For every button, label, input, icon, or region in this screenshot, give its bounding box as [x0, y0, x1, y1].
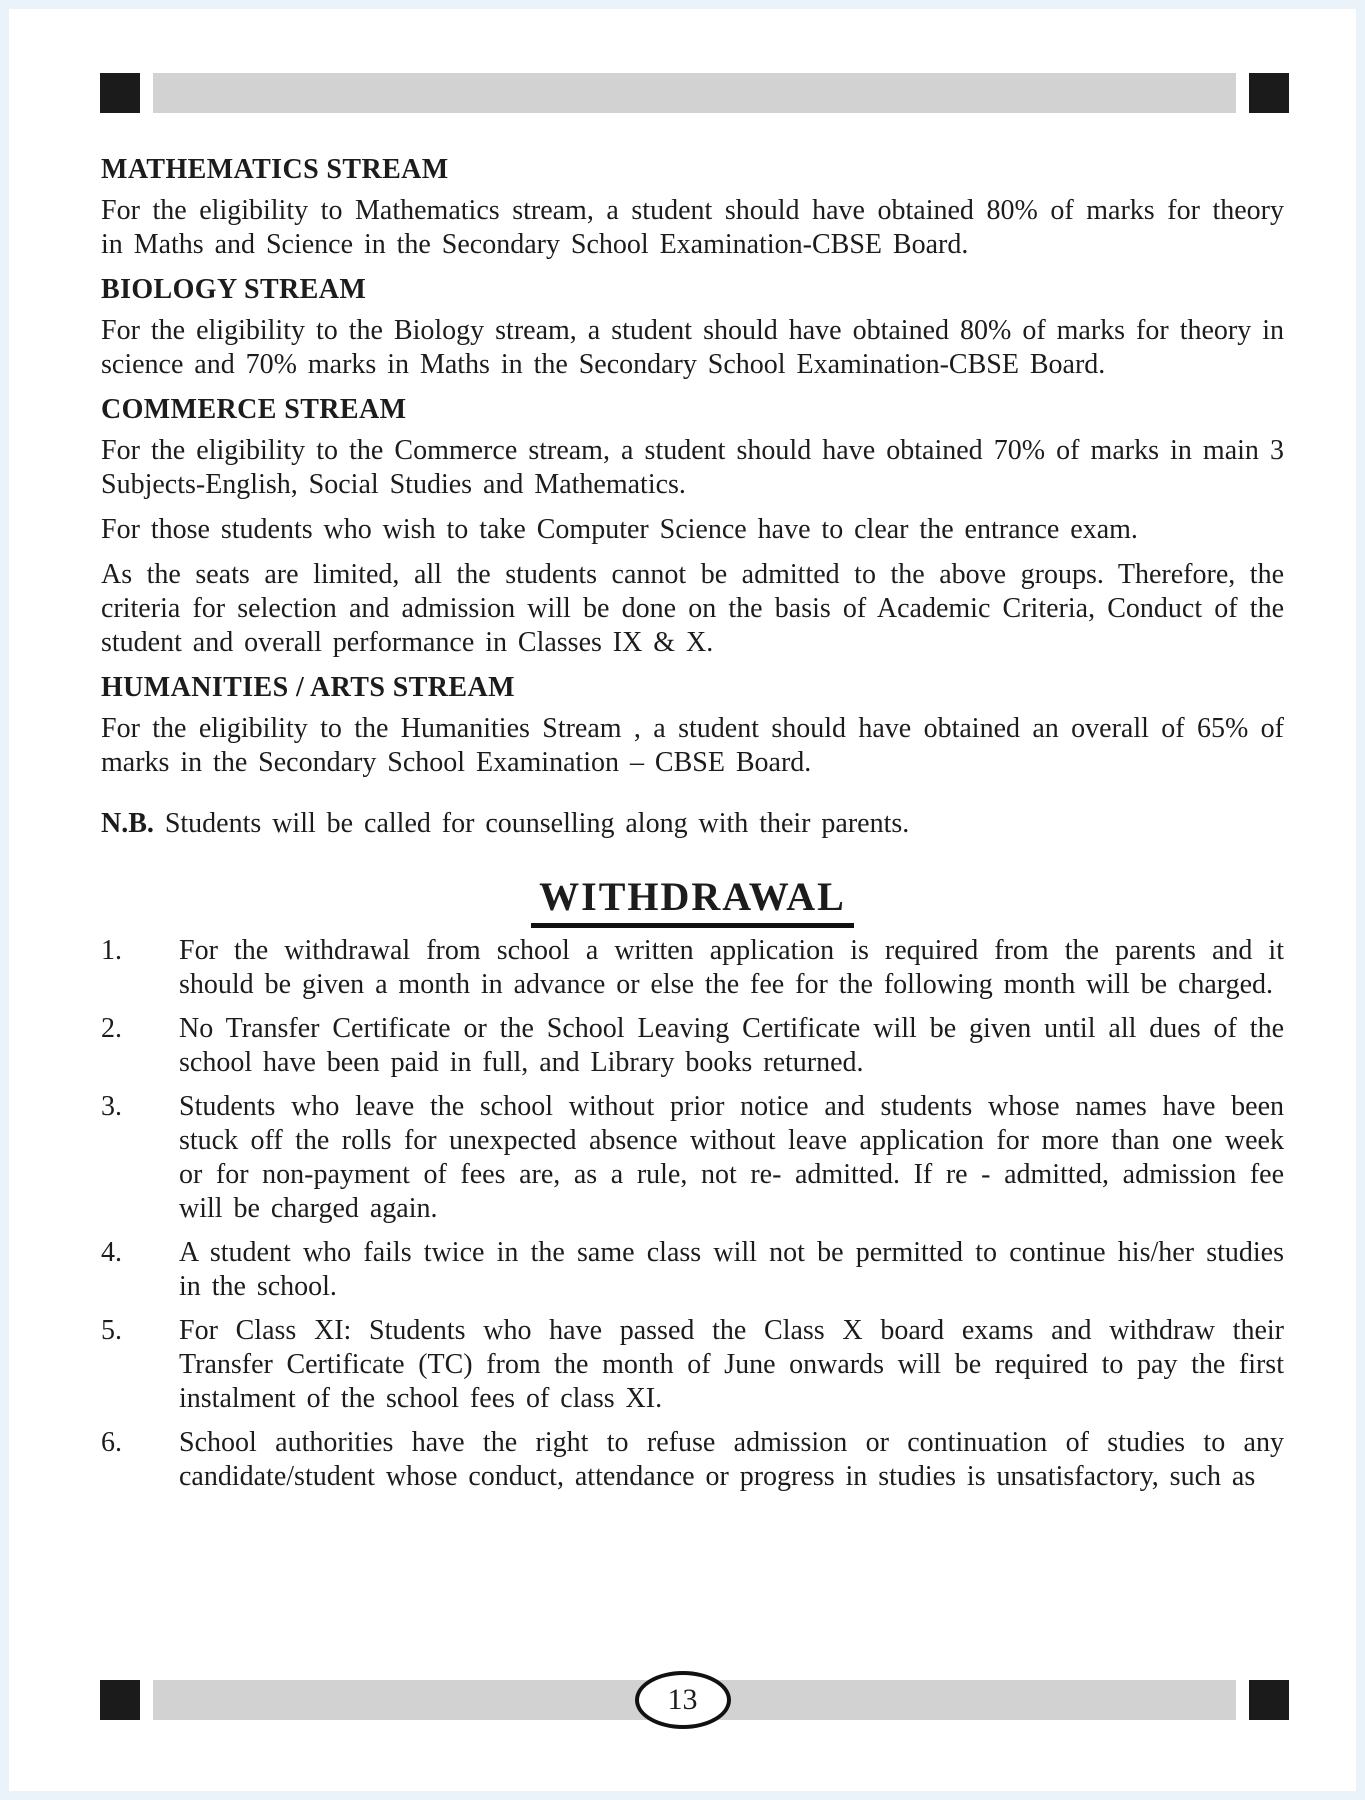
- rule-text: No Transfer Certificate or the School Leaving Certificate will be given until all dues of the school have been paid in full, and Library books returned.: [179, 1013, 1284, 1078]
- nb-note: [101, 807, 1284, 841]
- withdrawal-rule-item: [101, 1012, 1284, 1080]
- rule-text: For the withdrawal from school a written application is required from the parents and it should be given a month in advance or else the fee for the following month will be charged.: [179, 935, 1284, 1000]
- withdrawal-rule-item: [101, 934, 1284, 1002]
- rule-text: School authorities have the right to refuse admission or continuation of studies to any candidate/student whose conduct, attendance or progress in studies is unsatisfactory, such as: [179, 1427, 1284, 1492]
- stream-paragraph: For those students who wish to take Computer Science have to clear the entrance exam.: [101, 514, 1138, 545]
- stream-paragraph: For the eligibility to Mathematics stream, a student should have obtained 80% of marks for theory in Maths and Science in the Secondary School Examination-CBSE Board.: [101, 195, 1284, 260]
- stream-heading: HUMANITIES / ARTS STREAM: [101, 672, 515, 703]
- header-left-square: [100, 73, 140, 113]
- stream-paragraph: For the eligibility to the Humanities Stream , a student should have obtained an overall of 65% of marks in the Secondary School Examination – CBSE Board.: [101, 713, 1284, 778]
- page-number: 13: [667, 1683, 698, 1716]
- rule-number: 4.: [101, 1237, 122, 1268]
- withdrawal-rules-list: [101, 934, 1284, 1494]
- rule-number: 6.: [101, 1427, 122, 1458]
- rule-number: 2.: [101, 1013, 122, 1044]
- withdrawal-rule-item: [101, 1236, 1284, 1304]
- rule-text: For Class XI: Students who have passed the Class X board exams and withdraw their Transfer Certificate (TC) from the month of June onwards will be required to pay the first instalment of the school fees of class XI.: [179, 1315, 1284, 1414]
- rule-number: 1.: [101, 935, 122, 966]
- header-right-square: [1249, 73, 1289, 113]
- rule-text: A student who fails twice in the same class will not be permitted to continue his/her studies in the school.: [179, 1237, 1284, 1302]
- page-content: [101, 153, 1284, 1504]
- footer-right-square: [1249, 1680, 1289, 1720]
- nb-label: N.B.: [101, 808, 154, 839]
- withdrawal-rule-item: [101, 1426, 1284, 1494]
- stream-heading: BIOLOGY STREAM: [101, 274, 367, 305]
- page-number-badge: [635, 1671, 731, 1729]
- stream-paragraph: For the eligibility to the Biology stream, a student should have obtained 80% of marks for theory in science and 70% marks in Maths in the Secondary School Examination-CBSE Board.: [101, 315, 1284, 380]
- rule-number: 5.: [101, 1315, 122, 1346]
- header-rule: [100, 73, 1289, 113]
- withdrawal-title: [101, 875, 1284, 928]
- stream-paragraph: As the seats are limited, all the students cannot be admitted to the above groups. Therefore, the criteria for selection and admission will be done on the basis of Academic Criteria, Conduct of the student and overall performance in Classes IX & X.: [101, 559, 1284, 658]
- stream-paragraph: For the eligibility to the Commerce stream, a student should have obtained 70% of marks in main 3 Subjects-English, Social Studies and Mathematics.: [101, 435, 1284, 500]
- withdrawal-rule-item: [101, 1314, 1284, 1416]
- document-page: [9, 9, 1356, 1791]
- nb-text: Students will be called for counselling along with their parents.: [164, 808, 910, 839]
- stream-heading: COMMERCE STREAM: [101, 394, 407, 425]
- footer-left-square: [100, 1680, 140, 1720]
- rule-number: 3.: [101, 1091, 122, 1122]
- header-bar: [153, 73, 1236, 113]
- withdrawal-title-text: WITHDRAWAL: [531, 875, 854, 928]
- rule-text: Students who leave the school without prior notice and students whose names have been stuck off the rolls for unexpected absence without leave application for more than one week or for non-payment of fees are, as a rule, not re- admitted. If re - admitted, admission fee will be charged again.: [179, 1091, 1284, 1224]
- stream-sections: [101, 153, 1284, 780]
- withdrawal-rule-item: [101, 1090, 1284, 1226]
- stream-heading: MATHEMATICS STREAM: [101, 154, 449, 185]
